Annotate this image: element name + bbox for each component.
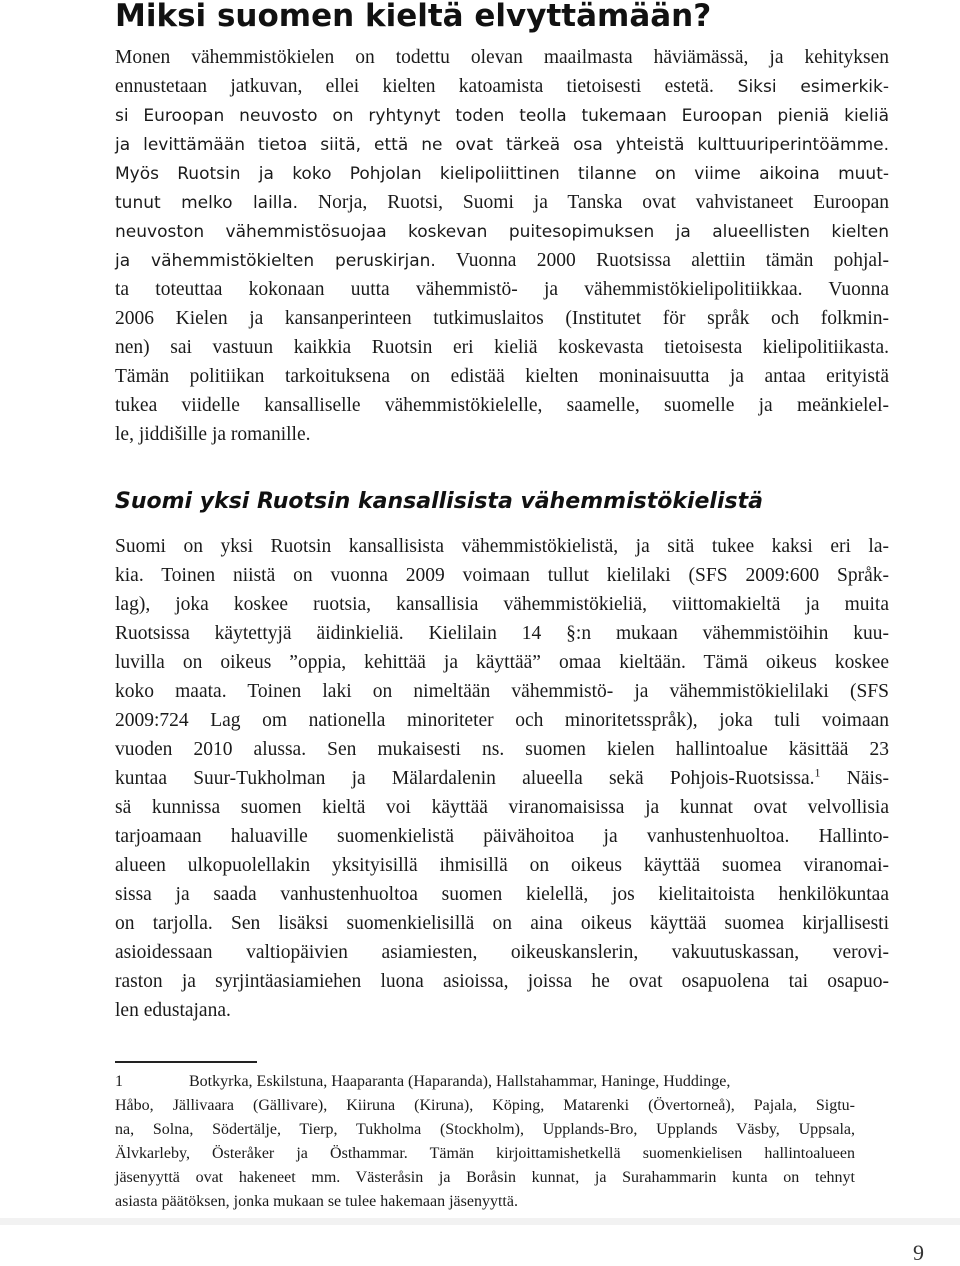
page-number: 9 <box>913 1240 924 1265</box>
text-segment: ja vähemmistökielten peruskirjan. <box>115 251 436 271</box>
text-segment: kuntaa Suur-Tukholman ja Mälardalenin alueella sekä Pohjois-Ruotsissa. <box>115 768 815 789</box>
text-line: nen) sai vastuun kaikkia Ruotsin eri kieliä koskevasta tietoisesta kielipolitiikasta. <box>115 337 889 358</box>
text-segment: Siksi esimerkik- <box>713 77 889 97</box>
text-segment: Näis- <box>820 768 889 789</box>
text-line: si Euroopan neuvosto on ryhtynyt toden teolla tukemaan Euroopan pieniä kieliä <box>115 106 889 126</box>
text-line: kia. Toinen niistä on vuonna 2009 voimaan tullut kielilaki (SFS 2009:600 Språk- <box>115 565 889 586</box>
text-line <box>115 247 889 277</box>
section-heading: Suomi yksi Ruotsin kansallisista vähemmistökielistä <box>115 489 763 514</box>
text-line: Ruotsissa käytettyjä äidinkieliä. Kielilain 14 §:n mukaan vähemmistöihin kuu- <box>115 623 889 644</box>
text-line: sä kunnissa suomen kieltä voi käyttää viranomaisissa ja kunnat ovat velvollisia <box>115 797 889 818</box>
text-line: lag), joka koskee ruotsia, kansallisia vähemmistökieliä, viittomakieltä ja muita <box>115 594 889 615</box>
text-segment: ennustetaan jatkuvan, ellei kielten katoamista tietoisesti estetä. <box>115 76 714 97</box>
text-line: ja levittämään tietoa siitä, että ne ovat tärkeä osa yhteistä kulttuuriperintöämme. <box>115 135 889 155</box>
text-line: 2006 Kielen ja kansanperinteen tutkimuslaitos (Institutet för språk och folkmin- <box>115 308 889 329</box>
text-segment: Norja, Ruotsi, Suomi ja Tanska ovat vahvistaneet Euroopan <box>298 192 889 213</box>
text-line: le, jiddišille ja romanille. <box>115 424 311 445</box>
text-line: on tarjolla. Sen lisäksi suomenkielisillä on aina oikeus käyttää suomea kirjallisesti <box>115 913 889 934</box>
footnote-line: jäsenyyttä ovat hakeneet mm. Västeråsin ja Boråsin kunnat, ja Surahammarin kunta on tehnyt <box>115 1169 855 1186</box>
text-line: Monen vähemmistökielen on todettu olevan maailmasta häviämässä, ja kehityksen <box>115 47 889 68</box>
text-line: asioidessaan valtiopäivien asiamiesten, oikeuskanslerin, vakuutuskassan, verovi- <box>115 942 889 963</box>
page-bottom-band <box>0 1218 960 1225</box>
text-segment: ta toteuttaa kokonaan uutta vähemmistö- ja vähemmistökielipolitiikkaa. <box>115 279 803 300</box>
text-line: alueen ulkopuolellakin yksityisillä ihmisillä on oikeus käyttää suomea viranomai- <box>115 855 889 876</box>
text-line: Tämän politiikan tarkoituksena on edistää kielten moninaisuutta ja antaa erityistä <box>115 366 889 387</box>
text-line <box>115 276 889 305</box>
footnote-text: Botkyrka, Eskilstuna, Haaparanta (Haparanda), Hallstahammar, Haninge, Huddinge, <box>189 1073 731 1090</box>
footnote-line: na, Solna, Södertälje, Tierp, Tukholma (Stockholm), Upplands-Bro, Upplands Väsby, Uppsala, <box>115 1121 855 1138</box>
text-line: vuoden 2010 alussa. Sen mukaisesti ns. suomen kielen hallintoalue käsittää 23 <box>115 739 889 760</box>
footnote-reference[interactable]: 1 <box>814 765 821 780</box>
text-line: koko maata. Toinen laki on nimeltään vähemmistö- ja vähemmistökielilaki (SFS <box>115 681 889 702</box>
page-title: Miksi suomen kieltä elvyttämään? <box>115 0 712 34</box>
text-line: neuvoston vähemmistösuojaa koskevan puitesopimuksen ja alueellisten kielten <box>115 222 889 242</box>
footnote-line: Håbo, Jällivaara (Gällivare), Kiiruna (Kiruna), Köping, Matarenki (Övertorneå), Pajala, Sigtu- <box>115 1097 855 1114</box>
text-line <box>115 73 889 103</box>
footnote-divider <box>115 1061 257 1063</box>
text-line: luvilla on oikeus ”oppia, kehittää ja käyttää” omaa kieltään. Tämä oikeus koskee <box>115 652 889 673</box>
footnote-line: Älvkarleby, Österåker ja Östhammar. Tämän kirjoittamishetkellä suomenkielisen hallintoalueen <box>115 1145 855 1162</box>
text-line: len edustajana. <box>115 1000 231 1021</box>
text-line <box>115 189 889 219</box>
footnote-line <box>115 1070 855 1094</box>
text-segment: tunut melko lailla. <box>115 193 299 213</box>
text-line: Suomi on yksi Ruotsin kansallisista vähemmistökielistä, ja sitä tukee kaksi eri la- <box>115 536 889 557</box>
text-line: 2009:724 Lag om nationella minoriteter och minoritetsspråk), joka tuli voimaan <box>115 710 889 731</box>
text-segment: Vuonna 2000 Ruotsissa alettiin tämän pohjal- <box>435 250 889 271</box>
footnote-line: asiasta päätöksen, jonka mukaan se tulee hakemaan jäsenyyttä. <box>115 1193 518 1210</box>
text-line: tukea viidelle kansalliselle vähemmistökielelle, saamelle, suomelle ja meänkielel- <box>115 395 889 416</box>
text-line: tarjoamaan haluaville suomenkielistä päivähoitoa ja vanhustenhuoltoa. Hallinto- <box>115 826 889 847</box>
text-segment: Vuonna <box>802 279 889 300</box>
text-line <box>115 765 889 794</box>
text-line: sissa ja saada vanhustenhuoltoa suomen kielellä, jos kielitaitoista henkilökuntaa <box>115 884 889 905</box>
text-line: raston ja syrjintäasiamiehen luona asioissa, joissa he ovat osapuolena tai osapuo- <box>115 971 889 992</box>
text-line: Myös Ruotsin ja koko Pohjolan kielipoliittinen tilanne on viime aikoina muut- <box>115 164 889 184</box>
footnote-number: 1 <box>115 1073 123 1090</box>
